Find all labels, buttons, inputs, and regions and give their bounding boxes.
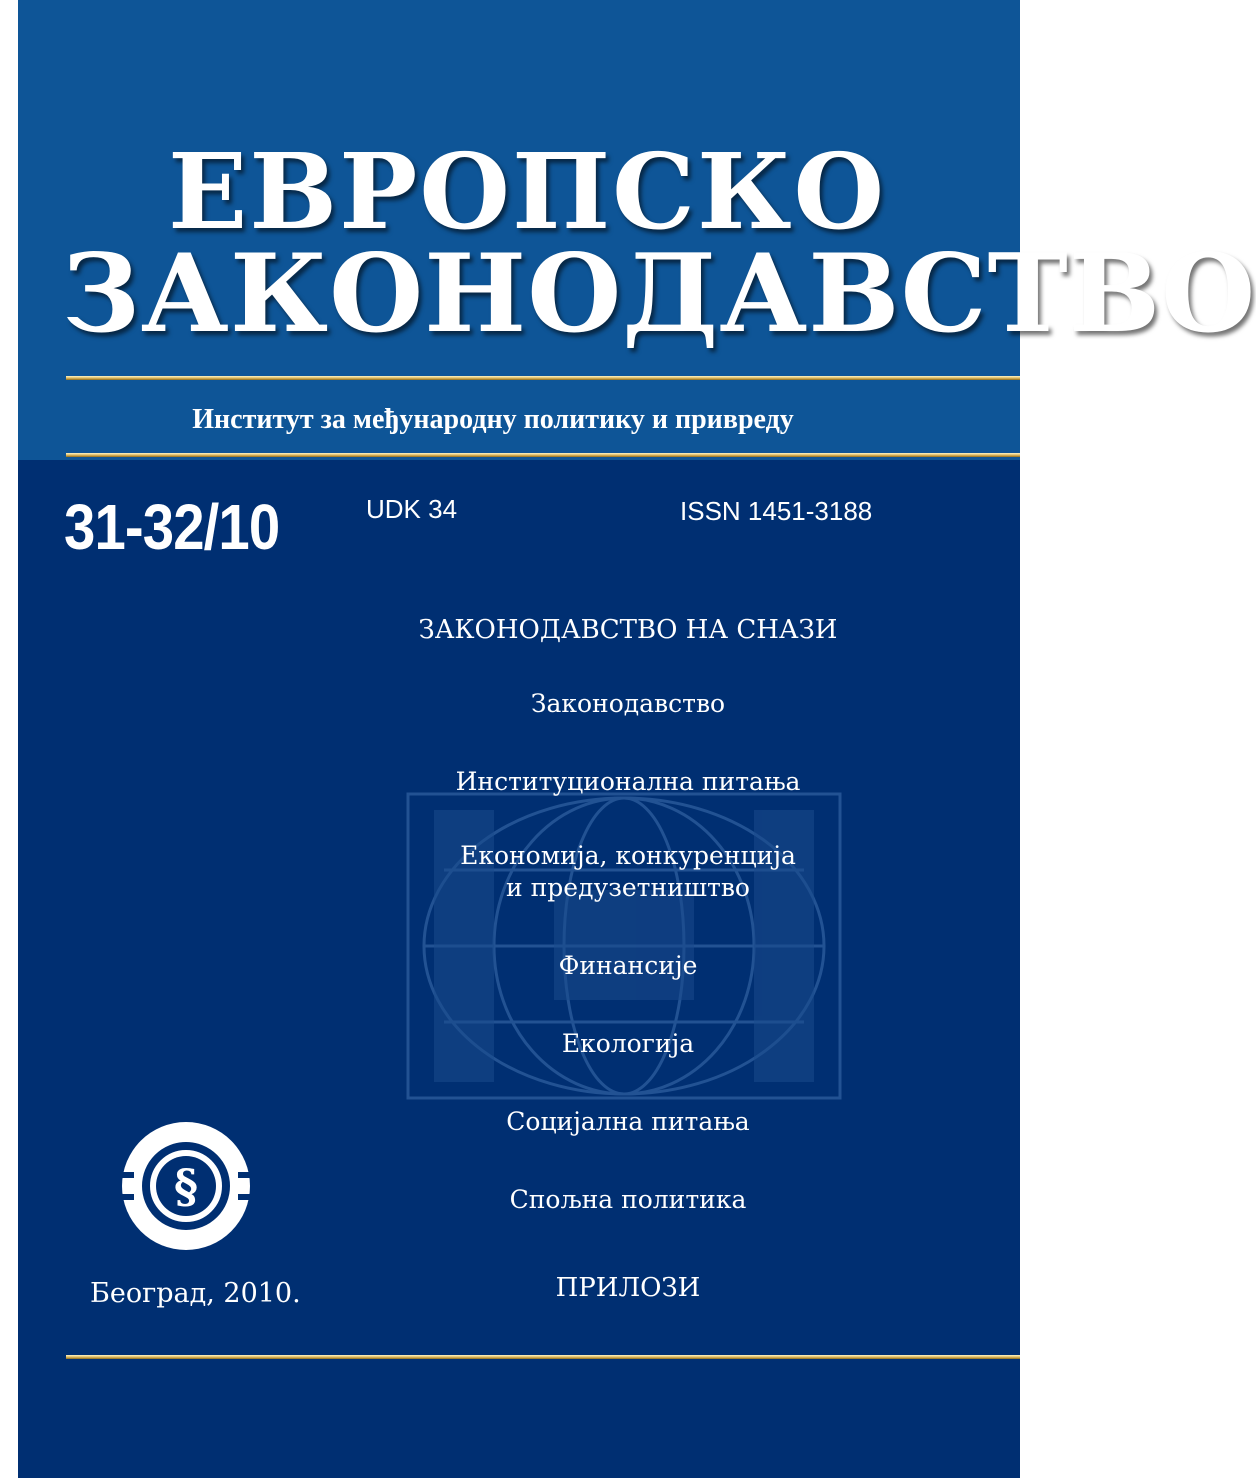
toc-item-economy-line2: и предузетништво — [506, 873, 750, 902]
issn-code: ISSN 1451-3188 — [680, 496, 873, 526]
toc-item-economy-line1: Економија, конкуренција — [460, 841, 796, 870]
publisher-name: Институт за међународну политику и привреду — [192, 404, 794, 435]
section-sign-logo-icon — [120, 1120, 252, 1252]
publication-place-year: Београд, 2010. — [90, 1278, 301, 1309]
udk-code: UDK 34 — [366, 494, 458, 524]
toc-item-foreign-policy: Спољна политика — [509, 1185, 747, 1214]
gold-divider-top — [66, 376, 1020, 380]
toc-item-ecology: Екологија — [561, 1029, 695, 1058]
toc-item-institutional-issues: Институционална питања — [455, 767, 801, 796]
title-line-2: ЗАКОНОДАВСТВО — [62, 231, 1256, 357]
gold-divider-bottom — [66, 1355, 1020, 1359]
issue-number: 31-32/10 — [64, 491, 280, 563]
toc-item-legislation: Законодавство — [530, 689, 726, 718]
toc-item-social-issues: Социјална питања — [506, 1107, 750, 1136]
gold-divider-middle — [66, 453, 1020, 457]
svg-text:§: § — [173, 1159, 199, 1213]
toc-section-annexes: ПРИЛОЗИ — [555, 1273, 701, 1303]
title-line-1: ЕВРОПСКО — [168, 130, 887, 253]
journal-cover — [18, 0, 1256, 1478]
toc-section-legislation-in-force: ЗАКОНОДАВСТВО НА СНАЗИ — [418, 615, 838, 645]
toc-item-finance: Финансије — [558, 951, 698, 980]
